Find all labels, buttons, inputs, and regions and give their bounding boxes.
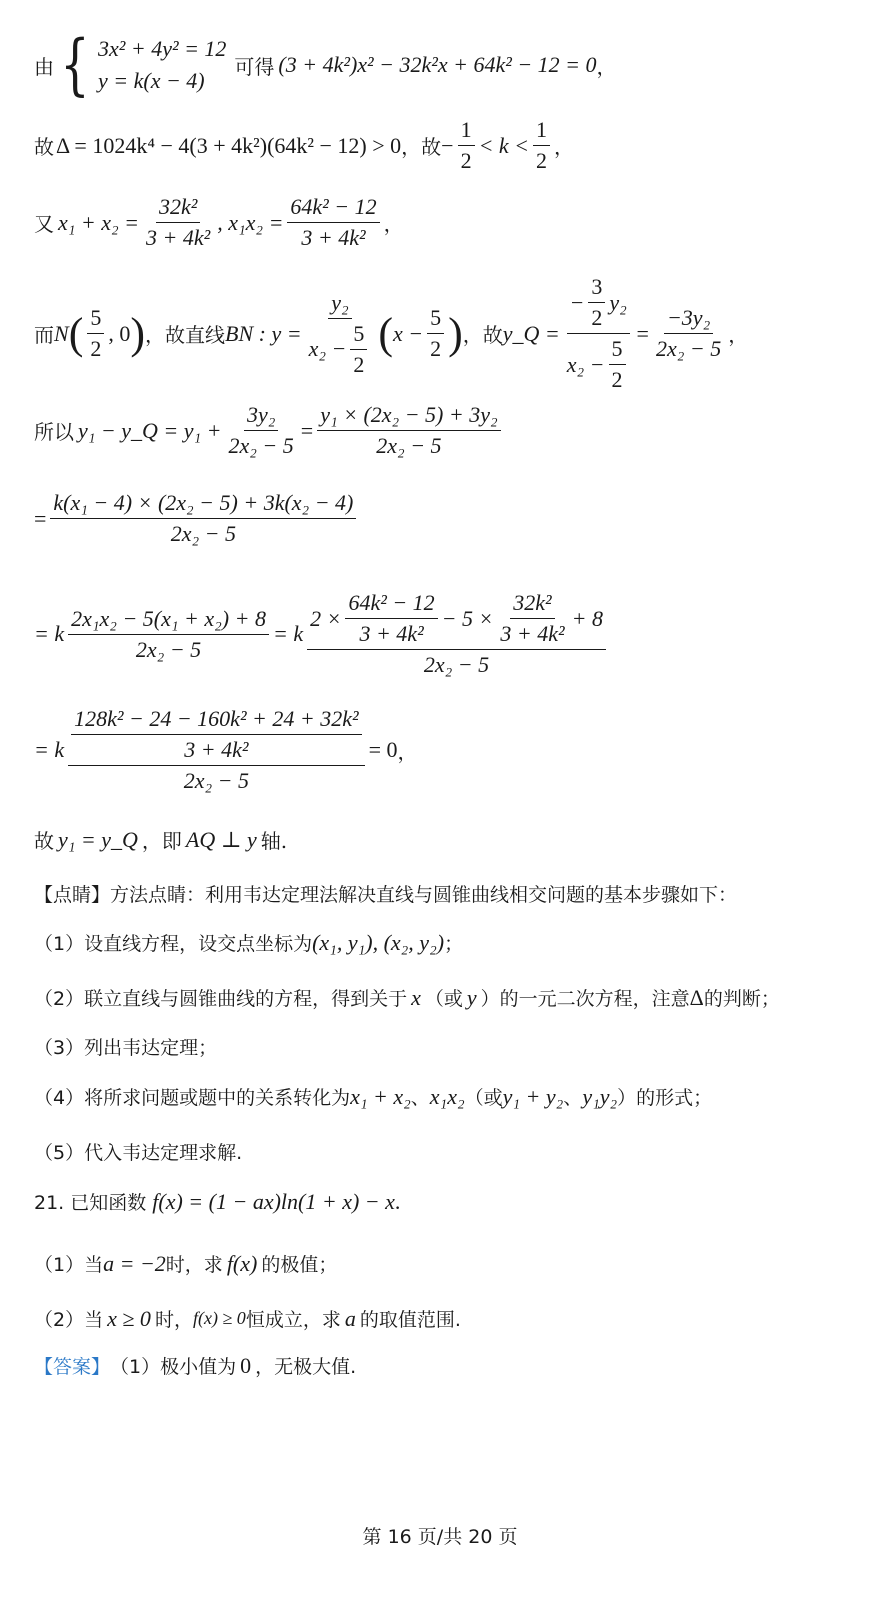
denominator: 2x₂ − 5 [170,521,237,546]
denominator: 2 [591,305,603,330]
fraction [350,321,367,378]
equation: Δ = 1024k⁴ − 4(3 + 4k²)(64k² − 12) > 0 [56,132,402,158]
numerator [307,590,606,650]
denominator [564,334,633,393]
numerator: 3 [588,274,605,303]
question-21-part-1 [34,1250,337,1277]
note-step-3 [34,1033,217,1060]
denominator: 3 + 4k² [359,621,424,646]
line-discriminant [34,117,574,174]
note-step-4 [34,1083,712,1110]
fraction [317,402,500,459]
question-21-part-2 [34,1305,461,1332]
denominator: 2 [460,148,472,173]
numerator: y₁ × (2x₂ − 5) + 3y₂ [317,402,500,431]
text: 【点睛】方法点睛：利用韦达定理法解决直线与圆锥曲线相交问题的基本步骤如下： [34,884,738,906]
text: （或 [464,1087,503,1109]
fraction [87,305,104,362]
text: 故 [34,135,54,159]
system-eq-2: y = k(x − 4) [98,68,205,93]
fraction [458,117,475,174]
denominator: 2x₂ − 5 [655,336,722,361]
line-system [34,26,617,103]
equals: = [300,417,314,443]
text: 的极值； [261,1254,338,1276]
equation: (3 + 4k²)x² − 32k²x + 64k² − 12 = 0 [278,52,597,77]
numerator [567,274,630,334]
denominator: 3 + 4k² [184,737,249,762]
answer-tag: 【答案】 [34,1356,111,1378]
answer-line [34,1352,356,1379]
line-vieta [34,194,404,251]
fraction [71,706,361,763]
line-expand [34,490,360,547]
numerator [68,706,364,766]
text: ，故直线 [145,323,225,347]
paren: ( [68,309,84,358]
fraction [226,402,297,459]
fraction [533,117,550,174]
fraction [68,706,364,794]
inequality: < k < [478,132,530,158]
text: 的判断； [703,988,780,1010]
numerator: y₂ [328,290,351,319]
paren: ) [448,309,463,358]
equation: x₁ + x₂ [350,1083,411,1109]
denominator: 2 [430,336,442,361]
fraction [287,194,379,251]
equation: x₁ + x₂ = [58,209,140,235]
equation: a = −2 [103,1250,166,1276]
line-substitute [34,590,610,678]
text: y₂ [609,289,627,315]
variable: x [411,984,421,1010]
equation: = k [34,737,65,762]
denominator: 2x₂ − 5 [228,433,294,458]
numerator: 5 [609,336,626,365]
equation: y₁ + y₂ [502,1083,564,1109]
denominator: 3 + 4k² [146,225,211,250]
fraction [345,590,437,647]
fraction [564,274,633,393]
text: 可得 [234,54,275,79]
text: （或 [424,988,463,1010]
denominator: 2x₂ − 5 [423,652,490,677]
text: − 5 × [441,605,494,631]
text: 而 [34,323,54,347]
equation: f(x) [226,1250,258,1276]
note-step-1 [34,929,463,956]
numerator: 1 [458,117,475,146]
question-21 [34,1188,400,1215]
paren: ) [130,309,145,358]
denominator: 2 [353,351,365,377]
punct: ， [554,135,575,159]
numerator: k(x₁ − 4) × (2x₂ − 5) + 3k(x₂ − 4) [50,490,356,519]
point-label: N [54,320,69,346]
value: 0 [240,1352,252,1378]
left-brace: { [60,26,90,103]
fraction [588,274,605,331]
equation-system [98,36,226,94]
punct: ， [596,54,617,79]
line-conclusion [34,825,287,854]
numerator: −3y₂ [664,305,713,334]
numerator: 5 [87,305,104,334]
fraction [653,305,724,362]
variable: y [466,984,477,1010]
text: （2）当 [34,1309,104,1331]
equation: BN : y = [225,320,302,346]
text: 所以 [34,420,74,444]
punct: ， [383,212,404,236]
note-step-5 [34,1138,242,1165]
text: （2）联立直线与圆锥曲线的方程，得到关于 [34,988,408,1010]
numerator: 32k² [156,194,200,223]
denominator: 2x₂ − 5 [376,433,442,458]
equation: f(x) = (1 − ax)ln(1 + x) − x [152,1188,395,1214]
numerator: 2x₁x₂ − 5(x₁ + x₂) + 8 [68,606,269,635]
text: ，无极大值. [255,1356,357,1378]
note-step-2 [34,984,780,1011]
minus: − [441,132,454,158]
text: （3）列出韦达定理； [34,1037,218,1059]
denominator: 2 [536,148,548,173]
text: ，即 [141,829,182,853]
text: 时，求 [165,1254,223,1276]
fraction [306,290,375,378]
text: ）的形式； [617,1087,713,1109]
text: 2 × [310,605,342,631]
text: 时， [154,1309,193,1331]
minus: − [569,289,585,315]
fraction [68,606,269,663]
text: （1）设直线方程，设交点坐标为 [34,933,313,955]
numerator: 3y₂ [244,402,278,431]
numerator: 32k² [510,590,554,619]
denominator: 2x₂ − 5 [183,768,249,793]
text: 恒成立，求 [245,1309,341,1331]
equation: x₁x₂ [429,1083,465,1109]
text: 由 [34,54,54,79]
denominator: 3 + 4k² [500,621,565,646]
equals: = [34,505,47,531]
equation: AQ ⊥ y [185,826,257,852]
fraction [50,490,356,547]
fraction [143,194,213,251]
equals: = [636,320,649,346]
text: x₂ − [308,336,347,361]
fraction [609,336,626,393]
text: x − [392,320,424,346]
text: + 8 [571,605,603,631]
text: 故 [34,829,54,853]
fraction [427,305,444,362]
numerator: 128k² − 24 − 160k² + 24 + 32k² [71,706,361,735]
text: 轴. [260,829,288,853]
line-bn [34,274,748,393]
result: = 0 [368,737,398,762]
punct: . [394,1188,401,1214]
numerator: 64k² − 12 [287,194,379,223]
text: ，故 [401,135,442,159]
equation: y_Q = [502,320,560,346]
denominator: 3 + 4k² [301,225,366,250]
text: （1）当 [34,1254,104,1276]
equation: , x₁x₂ = [217,209,284,235]
equation: (x₁, y₁), (x₂, y₂) [312,929,445,955]
fraction [307,590,606,678]
denominator: 2 [611,367,623,392]
paren: ( [378,309,393,358]
numerator: 5 [350,321,367,350]
denominator: 2 [90,336,102,361]
text: ； [444,933,464,955]
denominator: 2x₂ − 5 [135,636,202,662]
text: ）的一元二次方程，注意 [480,988,690,1010]
equation: = k [34,621,65,646]
text: （5）代入韦达定理求解. [34,1142,243,1164]
numerator: 5 [427,305,444,334]
equation: y₁ = y_Q [58,826,138,852]
page-footer: 第 16 页/共 20 页 [362,1526,518,1548]
text: 又 [34,212,54,236]
punct: ， [397,739,418,764]
text: （4）将所求问题或题中的关系转化为 [34,1087,351,1109]
equation: y₁y₂ [582,1083,618,1109]
variable: a [344,1305,356,1331]
equation: = k [272,621,304,646]
text: 、 [410,1087,430,1109]
text: 21. 已知函数 [34,1192,147,1214]
line-diff [34,402,505,459]
system-eq-1: 3x² + 4y² = 12 [98,36,227,61]
line-zero [34,706,418,794]
denominator [306,319,375,378]
coord: , 0 [108,320,131,346]
text: 的取值范围. [359,1309,461,1331]
numerator: 64k² − 12 [345,590,437,619]
numerator: 1 [533,117,550,146]
note-heading [34,880,737,907]
variable: Δ [689,984,704,1010]
equation: y₁ − y_Q = y₁ + [78,417,222,443]
text: ，故 [462,323,503,347]
text: （1）极小值为 [110,1356,237,1378]
equation: f(x) ≥ 0 [192,1308,246,1328]
equation: x ≥ 0 [107,1305,151,1331]
punct: ， [728,323,749,347]
text: 、 [563,1087,583,1109]
fraction [497,590,567,647]
text: x₂ − [566,351,605,377]
